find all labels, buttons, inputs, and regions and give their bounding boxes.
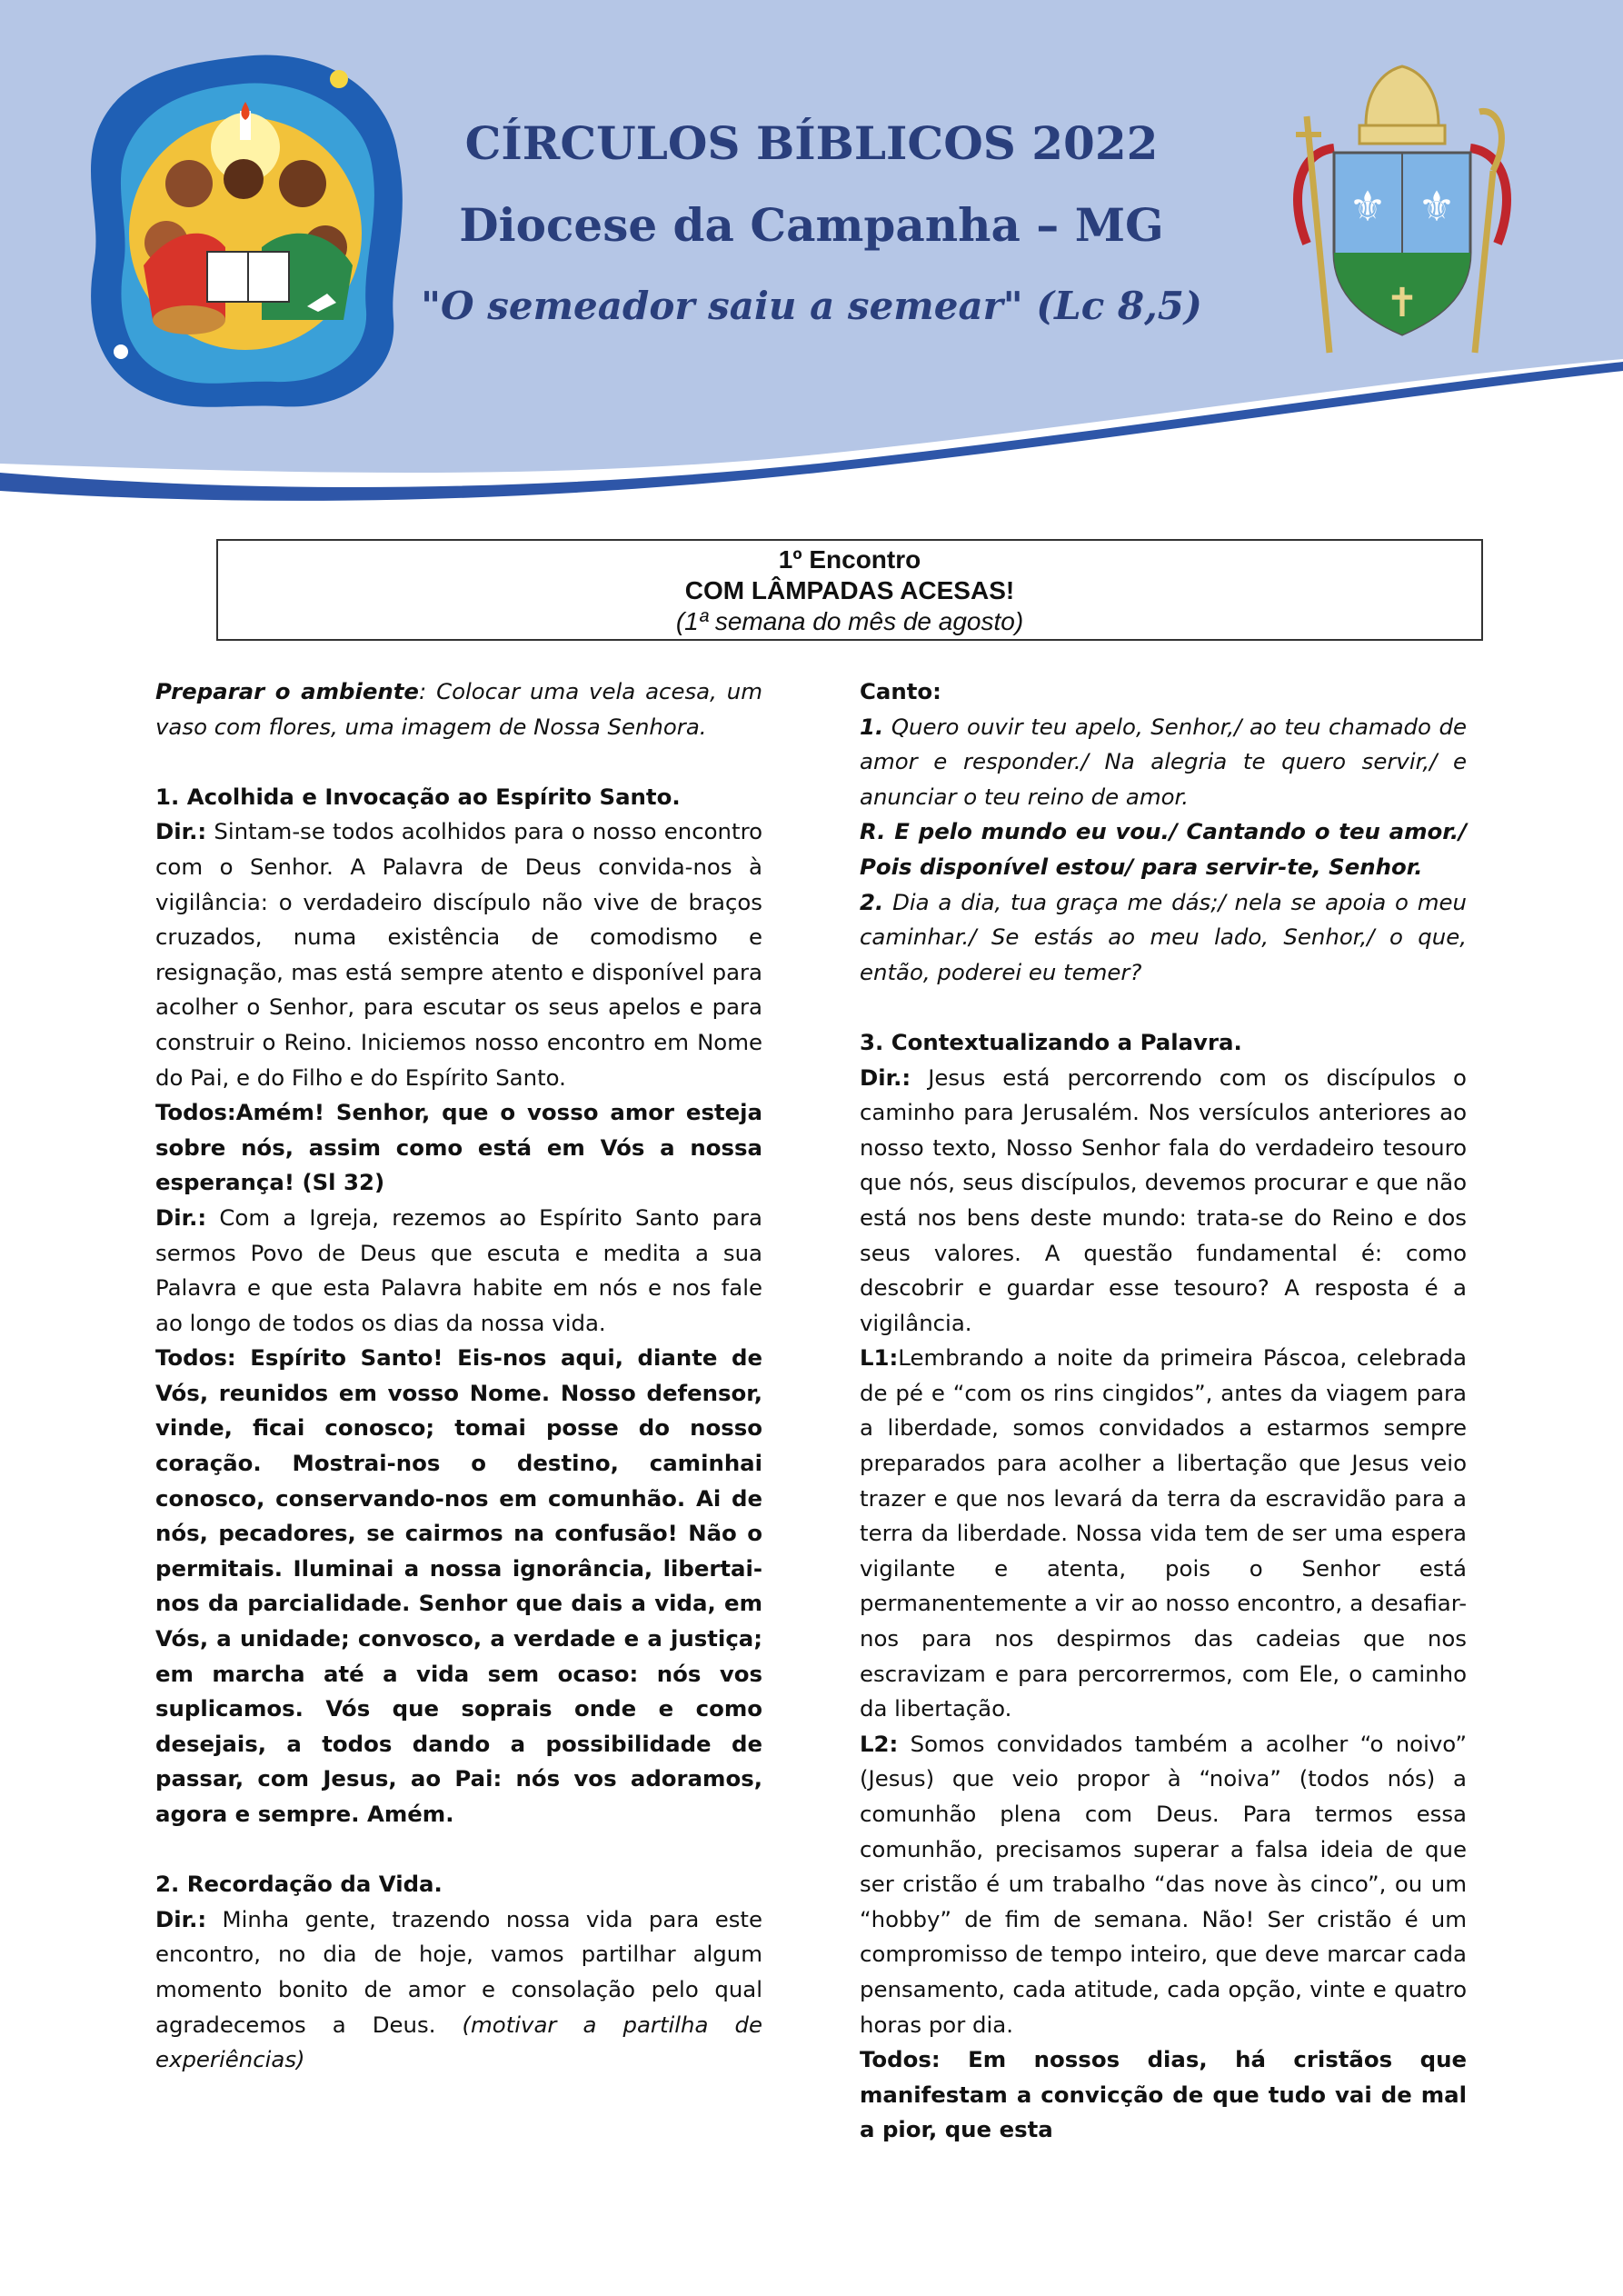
section-1-heading: 1. Acolhida e Invocação ao Espírito Santo. bbox=[155, 783, 681, 810]
prep-text: : Colocar uma vela acesa, um vaso com flores, uma imagem de Nossa Senhora. bbox=[155, 678, 762, 740]
section-1-dir-1: Dir.: Sintam-se todos acolhidos para o nosso encontro com o Senhor. A Palavra de Deus convida-nos à vigilância: o verdadeiro discípulo não vive de braços cruzados, numa existência de comodismo e resignação, mas está sempre atento e disponível para acolher o Senhor, para escutar os seus apelos e para construir o Reino. Iniciemos nosso encontro em Nome do Pai, e do Filho e do Espírito Santo. bbox=[155, 818, 762, 1091]
section-3-heading: 3. Contextualizando a Palavra. bbox=[860, 1028, 1242, 1055]
page-title: CÍRCULOS BÍBLICOS 2022 bbox=[464, 116, 1159, 170]
diocese-coat-of-arms bbox=[1279, 62, 1525, 362]
canto-verse-2: 2. Dia a dia, tua graça me dás;/ nela se apoia o meu caminhar./ Se estás ao meu lado, Senhor,/ o que, então, poderei eu temer? bbox=[860, 888, 1467, 985]
section-2-heading: 2. Recordação da Vida. bbox=[155, 1871, 443, 1898]
section-3-dir: Dir.: Jesus está percorrendo com os discípulos o caminho para Jerusalém. Nos versículos anteriores ao nosso texto, Nosso Senhor fala do verdadeiro tesouro que nós, seus discípulos, devemos procurar e que não está nos bens deste mundo: trata-se do Reino e dos seus valores. A questão fundamental é: como descobrir e guardar esse tesouro? A resposta é a vigilância. bbox=[860, 1063, 1467, 1336]
section-1-todos-prayer: Todos: Espírito Santo! Eis-nos aqui, diante de Vós, reunidos em vosso Nome. Nosso defensor, vinde, ficai conosco; tomai posse do nosso coração. Mostrai-nos o destino, caminhai conosco, conservando-nos em comunhão. Ai de nós, pecadores, se cairmos na confusão! Não o permitais. Iluminai a nossa ignorância, libertai-nos da parcialidade. Senhor que dais a vida, em Vós, a unidade; convosco, a verdade e a justiça; em marcha até a vida sem ocaso: nós vos suplicamos. Vós que soprais onde e como desejais, a todos dando a possibilidade de passar, com Jesus, ao Pai: nós vos adoramos, agora e sempre. Amém. bbox=[155, 1344, 762, 1827]
canto-refrain: R. E pelo mundo eu vou./ Cantando o teu amor./ Pois disponível estou/ para servir-te, Senhor. bbox=[860, 818, 1467, 880]
section-2-dir: Dir.: Minha gente, trazendo nossa vida para este encontro, no dia de hoje, vamos partilhar algum momento bonito de amor e consolação pelo qual agradecemos a Deus. (motivar a partilha de experiências) bbox=[155, 1905, 763, 2073]
right-column bbox=[860, 674, 1467, 2148]
encounter-title-box bbox=[216, 539, 1483, 641]
prep-paragraph bbox=[155, 674, 762, 744]
section-3-todos: Todos: Em nossos dias, há cristãos que manifestam a convicção de que tudo vai de mal a pior, que esta bbox=[860, 2046, 1467, 2143]
diocese-subtitle: Diocese da Campanha – MG bbox=[459, 198, 1164, 252]
section-3-l2: L2: Somos convidados também a acolher “o noivo” (Jesus) que veio propor à “noiva” (todos nós) a comunhão plena com Deus. Para termos essa comunhão, precisamos superar a falsa ideia de que ser cristão é um trabalho “das nove às cinco”, ou um “hobby” de fim de semana. Não! Ser cristão é um compromisso de tempo inteiro, que deve marcar cada pensamento, cada atitude, cada opção, vinte e quatro horas por dia. bbox=[860, 1730, 1467, 2038]
left-column bbox=[155, 674, 762, 2078]
canto-label: Canto: bbox=[860, 678, 941, 704]
section-3-l1: L1:Lembrando a noite da primeira Páscoa, celebrada de pé e “com os rins cingidos”, antes da viagem para a liberdade, somos convidados a estarmos sempre preparados para acolher a libertação que Jesus veio trazer e que nos levará da terra da escravidão para a terra da liberdade. Nossa vida tem de ser uma espera vigilante e atenta, pois o Senhor está permanentemente a vir ao nosso encontro, a desafiar-nos para nos despirmos das cadeias que nos escravizam e para percorrermos, com Ele, o caminho da libertação. bbox=[860, 1344, 1467, 1722]
section-1-dir-2: Dir.: Com a Igreja, rezemos ao Espírito Santo para sermos Povo de Deus que escuta e medita a sua Palavra e que esta Palavra habite em nós e nos fale ao longo de todos os dias da nossa vida. bbox=[155, 1203, 762, 1336]
svg-text:⚜: ⚜ bbox=[1418, 182, 1456, 231]
canto-verse-1: 1. Quero ouvir teu apelo, Senhor,/ ao teu chamado de amor e responder./ Na alegria te quero servir,/ e anunciar o teu reino de amor. bbox=[860, 713, 1467, 810]
motto: "O semeador saiu a semear" (Lc 8,5) bbox=[421, 284, 1202, 328]
encounter-theme: COM LÂMPADAS ACESAS! bbox=[684, 576, 1015, 604]
section-1-todos-1: Todos:Amém! Senhor, que o vosso amor esteja sobre nós, assim como está em Vós a nossa esperança! (Sl 32) bbox=[155, 1099, 762, 1196]
page-header bbox=[0, 0, 1623, 509]
encounter-week: (1ª semana do mês de agosto) bbox=[675, 607, 1024, 635]
prep-label: Preparar o ambiente bbox=[155, 678, 419, 704]
encounter-number: 1º Encontro bbox=[778, 545, 921, 574]
svg-text:✝: ✝ bbox=[1385, 280, 1419, 326]
svg-text:⚜: ⚜ bbox=[1349, 182, 1387, 231]
